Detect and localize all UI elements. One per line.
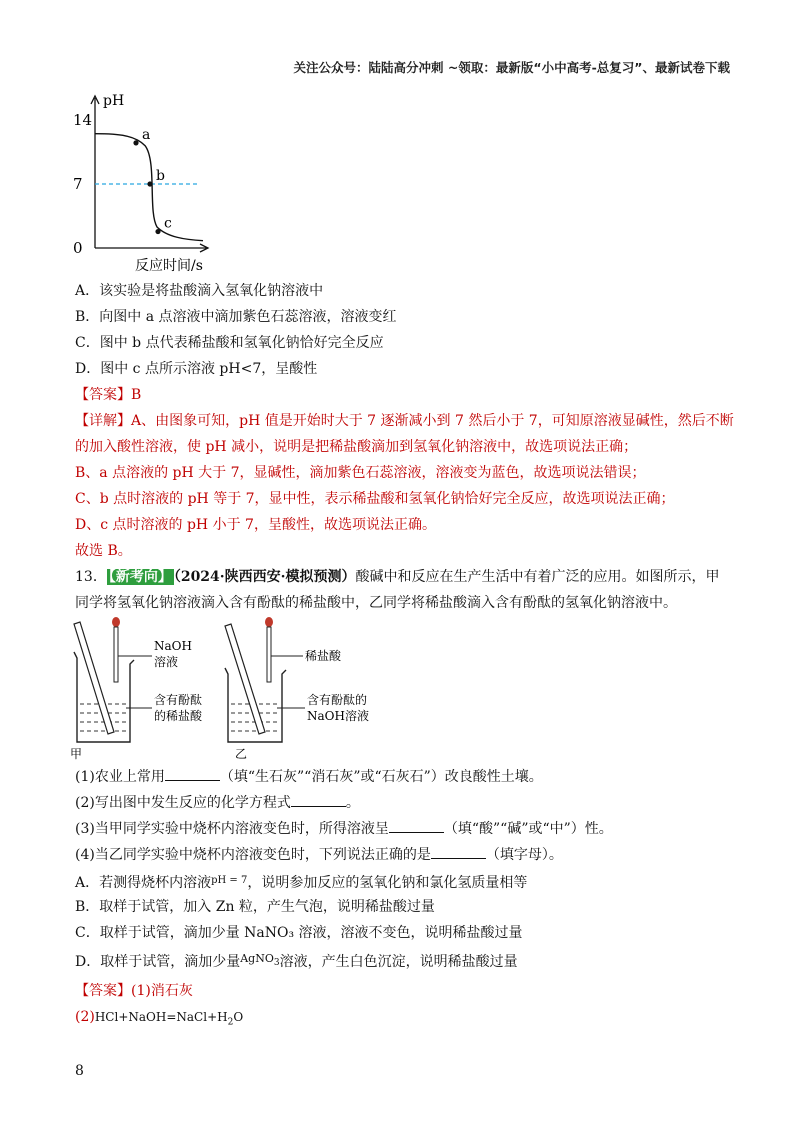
q12-answer xyxy=(75,385,141,405)
sub1-text: (1)农业上常用 xyxy=(75,769,165,785)
y-tick-label: 0 xyxy=(73,239,83,257)
detail-line-1 xyxy=(75,411,734,431)
y-axis-label: pH xyxy=(103,93,125,109)
sub3-hint: （填“酸”“碱”或“中”）性。 xyxy=(443,821,613,837)
ph-chart xyxy=(70,90,230,275)
sub1-hint: （填“生石灰”“消石灰”或“石灰石”）改良酸性土壤。 xyxy=(219,769,543,785)
label-solution: 溶液 xyxy=(154,655,179,669)
formula-main: AgNO xyxy=(240,952,274,965)
ph-formula: pH = 7 xyxy=(211,875,248,886)
agno3-formula xyxy=(240,952,280,969)
answer-blank[interactable] xyxy=(431,858,486,859)
option-a-text-end: ，说明参加反应的氢氧化钠和氯化氢质量相等 xyxy=(247,875,528,891)
q12-option-d: D．图中 c 点所示溶液 pH<7，呈酸性 xyxy=(75,361,318,377)
answer-2-label: (2) xyxy=(75,1009,95,1025)
detail-line-3: B、a 点溶液的 pH 大于 7，显碱性，滴加紫色石蕊溶液，溶液变为蓝色，故选项说法错误； xyxy=(75,465,646,481)
q12-option-b: B．向图中 a 点溶液中滴加紫色石蕊溶液，溶液变红 xyxy=(75,309,397,325)
q13-sub4 xyxy=(75,845,563,865)
q13-sub1 xyxy=(75,767,543,787)
figure-yi xyxy=(225,617,369,761)
formula-sub: 3 xyxy=(273,958,280,969)
ph-curve xyxy=(95,134,203,241)
question-source: （2024·陕西西安·模拟预测） xyxy=(173,569,356,585)
detail-conclusion: 故选 B。 xyxy=(75,543,132,559)
label-naoh: NaOH xyxy=(154,639,192,653)
dropper-tube xyxy=(267,627,271,682)
sub4-text: (4)当乙同学实验中烧杯内溶液变色时，下列说法正确的是 xyxy=(75,847,431,863)
detail-text: A、由图象可知，pH 值是开始时大于 7 逐渐减小到 7 然后小于 7，可知原溶液显碱性，然后不断 xyxy=(131,413,734,429)
q12-option-c: C．图中 b 点代表稀盐酸和氢氧化钠恰好完全反应 xyxy=(75,335,384,351)
experiment-figure xyxy=(60,612,390,762)
q13-stem-line-1 xyxy=(75,567,720,587)
sub2-end: 。 xyxy=(345,795,360,811)
equation xyxy=(94,1010,244,1028)
q13-stem-line-2: 同学将氢氧化钠溶液滴入含有酚酞的稀盐酸中，乙同学将稀盐酸滴入含有酚酞的氢氧化钠溶液中。 xyxy=(75,595,677,611)
glass-rod xyxy=(74,622,114,734)
y-tick-label: 7 xyxy=(73,175,83,193)
equation-main: HCl+NaOH=NaCl+H xyxy=(94,1010,228,1024)
sub2-text: (2)写出图中发生反应的化学方程式 xyxy=(75,795,291,811)
q13-sub2 xyxy=(75,793,360,813)
point-label-b: b xyxy=(156,168,165,184)
label-dilute-hcl: 的稀盐酸 xyxy=(154,709,203,723)
sub4-hint: （填字母）。 xyxy=(485,847,563,863)
equation-tail: O xyxy=(233,1010,244,1024)
point-a xyxy=(133,140,138,145)
option-d-text: D．取样于试管，滴加少量 xyxy=(75,954,241,970)
detail-line-2: 的加入酸性溶液，使 pH 减小，说明是把稀盐酸滴加到氢氧化钠溶液中，故选项说法正确； xyxy=(75,439,638,455)
new-direction-tag: 【新考向】 xyxy=(108,569,172,585)
caption-jia: 甲 xyxy=(70,747,83,761)
label-naoh-solution: NaOH溶液 xyxy=(307,709,369,723)
sub3-text: (3)当甲同学实验中烧杯内溶液变色时，所得溶液呈 xyxy=(75,821,389,837)
figure-jia xyxy=(70,617,203,761)
answer-tag: 【答案】 xyxy=(75,387,131,403)
point-label-a: a xyxy=(142,126,151,143)
option-a-text: A．若测得烧杯内溶液 xyxy=(75,875,212,891)
option-d-text-end: 溶液，产生白色沉淀，说明稀盐酸过量 xyxy=(279,954,518,970)
label-dilute-hcl: 稀盐酸 xyxy=(305,649,342,663)
point-b xyxy=(147,181,152,186)
page-header: 关注公众号：陆陆高分冲刺 ~领取：最新版“小中高考-总复习”、最新试卷下载 xyxy=(293,60,730,75)
answer-blank[interactable] xyxy=(291,806,346,807)
answer-tag: 【答案】 xyxy=(75,983,131,999)
answer-blank[interactable] xyxy=(165,780,220,781)
q13-option-a xyxy=(75,871,527,893)
q12-option-a: A．该实验是将盐酸滴入氢氧化钠溶液中 xyxy=(75,283,324,299)
q13-option-c: C．取样于试管，滴加少量 NaNO₃ 溶液，溶液不变色，说明稀盐酸过量 xyxy=(75,925,523,941)
q13-sub3 xyxy=(75,819,613,839)
q13-option-d xyxy=(75,949,518,973)
glass-rod xyxy=(225,624,265,734)
detail-tag: 【详解】 xyxy=(75,413,131,429)
point-c xyxy=(155,229,160,234)
x-axis-label: 反应时间/s xyxy=(135,258,203,274)
detail-line-5: D、c 点时溶液的 pH 小于 7，呈酸性，故选项说法正确。 xyxy=(75,517,436,533)
question-number: 13． xyxy=(75,569,107,585)
answer-value: B xyxy=(131,387,142,403)
stem-text: 酸碱中和反应在生产生活中有着广泛的应用。如图所示，甲 xyxy=(355,569,720,585)
label-contains-phenol: 含有酚酞 xyxy=(154,693,203,707)
q13-answer xyxy=(75,981,193,1001)
y-tick-label: 14 xyxy=(73,111,93,129)
point-label-c: c xyxy=(164,215,172,232)
dropper-bulb xyxy=(112,617,120,627)
label-contains-phenol: 含有酚酞的 xyxy=(307,693,368,707)
page-number: 8 xyxy=(75,1063,84,1079)
dropper-bulb xyxy=(265,617,273,627)
q13-answer-2 xyxy=(75,1007,243,1032)
caption-yi: 乙 xyxy=(235,747,248,761)
answer-blank[interactable] xyxy=(389,832,444,833)
answer-value: (1)消石灰 xyxy=(131,983,193,999)
dropper-tube xyxy=(114,627,118,682)
detail-line-4: C、b 点时溶液的 pH 等于 7，显中性，表示稀盐酸和氢氧化钠恰好完全反应，故选项说法正确； xyxy=(75,491,675,507)
beaker-jia xyxy=(74,652,134,742)
q13-option-b: B．取样于试管，加入 Zn 粒，产生气泡，说明稀盐酸过量 xyxy=(75,899,435,915)
equation-sub: 2 xyxy=(227,1017,234,1028)
